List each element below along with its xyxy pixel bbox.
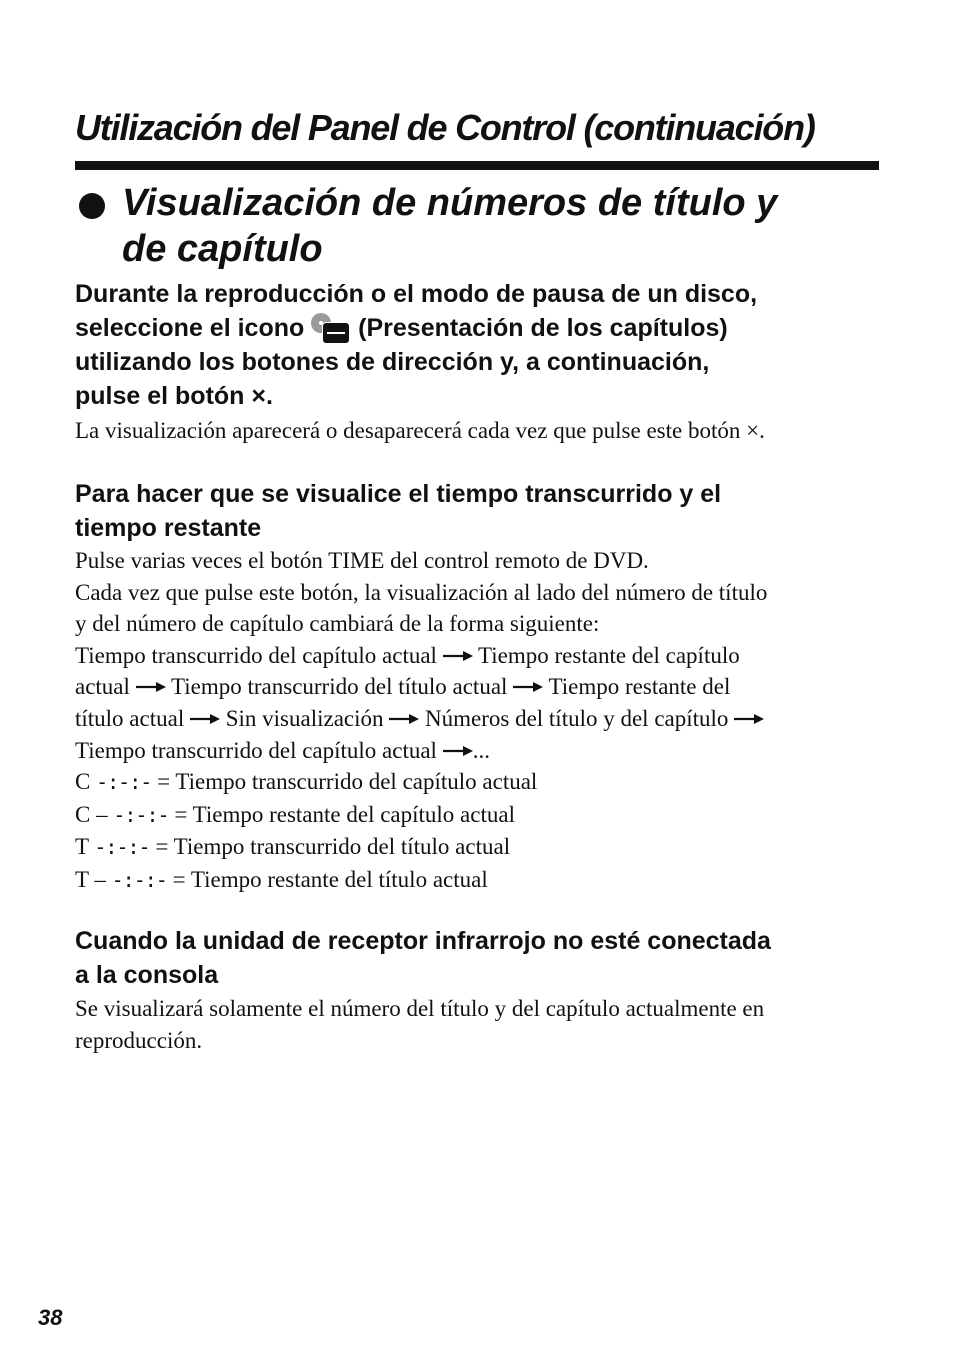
right-arrow-icon xyxy=(734,713,764,725)
sequence-line-3 xyxy=(75,703,881,735)
instruction-line-2-start: seleccione el icono xyxy=(75,314,305,342)
legend-text: = Tiempo transcurrido del título actual xyxy=(149,834,511,860)
right-arrow-icon xyxy=(190,713,220,725)
chapter-display-icon xyxy=(311,313,349,343)
elapsed-heading-line-2: tiempo restante xyxy=(75,514,262,542)
instruction-line-2 xyxy=(75,311,881,345)
legend-prefix: C xyxy=(75,769,97,795)
legend-text: = Tiempo restante del capítulo actual xyxy=(168,801,515,827)
instruction-line-4: pulse el botón ×. xyxy=(75,382,273,410)
infrared-heading-line-2: a la consola xyxy=(75,961,219,989)
instruction-line-3: utilizando los botones de dirección y, a continuación, xyxy=(75,348,710,376)
legend-text: = Tiempo restante del título actual xyxy=(166,866,488,892)
bullet-icon xyxy=(79,193,105,219)
infrared-heading xyxy=(75,924,881,992)
sequence-item: Sin visualización xyxy=(225,705,384,731)
right-arrow-icon xyxy=(389,713,419,725)
sequence-item: actual xyxy=(75,674,130,700)
sequence-item: Tiempo transcurrido del capítulo actual xyxy=(75,642,437,668)
legend-time-code: -:-:- xyxy=(96,770,152,795)
sequence-line-1 xyxy=(75,640,881,672)
infrared-body-line-2: reproducción. xyxy=(75,1027,203,1053)
section-title-line-2: de capítulo xyxy=(122,228,323,270)
sequence-line-2 xyxy=(75,671,881,703)
elapsed-paragraph-1: Pulse varias veces el botón TIME del control remoto de DVD. xyxy=(75,548,649,573)
infrared-body-line-1: Se visualizará solamente el número del título y del capítulo actualmente en xyxy=(75,996,765,1021)
legend-text: = Tiempo transcurrido del capítulo actual xyxy=(151,769,538,795)
sequence-line-4 xyxy=(75,735,881,767)
elapsed-paragraph-2-line-1: Cada vez que pulse este botón, la visualización al lado del número de título xyxy=(75,579,768,605)
infrared-heading-line-1: Cuando la unidad de receptor infrarrojo no esté conectada xyxy=(75,927,771,955)
right-arrow-icon xyxy=(136,681,166,693)
elapsed-paragraph-2-line-2: y del número de capítulo cambiará de la forma siguiente: xyxy=(75,611,600,637)
legend-prefix: C – xyxy=(75,801,114,827)
sequence-item: Números del título y del capítulo xyxy=(425,705,729,731)
sequence-item: título actual xyxy=(75,705,185,731)
legend-row xyxy=(75,799,881,832)
legend-prefix: T xyxy=(75,834,95,860)
legend-prefix: T – xyxy=(75,866,112,892)
sequence-item: Tiempo transcurrido del título actual xyxy=(171,674,508,700)
header-rule xyxy=(75,161,879,170)
sequence-ellipsis: ... xyxy=(472,737,490,763)
chapter-folder-icon xyxy=(322,322,350,344)
right-arrow-icon xyxy=(513,681,543,693)
instruction-block xyxy=(75,277,881,413)
right-arrow-icon xyxy=(443,650,473,662)
legend-time-code: -:-:- xyxy=(94,835,150,860)
sequence-item: Tiempo restante del capítulo xyxy=(478,642,740,668)
page-number: 38 xyxy=(38,1305,63,1330)
instruction-note-text: La visualización aparecerá o desaparecerá cada vez que pulse este botón ×. xyxy=(75,418,765,443)
legend-time-code: -:-:- xyxy=(113,802,169,827)
legend-row xyxy=(75,766,881,799)
elapsed-time-body xyxy=(75,545,881,897)
section-title-line-1: Visualización de números de título y xyxy=(122,182,778,224)
elapsed-heading-line-1: Para hacer que se visualice el tiempo transcurrido y el xyxy=(75,480,722,508)
running-head: Utilización del Panel de Control (continuación) xyxy=(75,107,815,148)
infrared-body xyxy=(75,993,881,1056)
legend-row xyxy=(75,864,881,897)
legend-row xyxy=(75,831,881,864)
instruction-line-2-end: (Presentación de los capítulos) xyxy=(358,314,728,342)
elapsed-time-heading xyxy=(75,477,881,545)
sequence-item: Tiempo restante del xyxy=(548,674,731,700)
instruction-line-1: Durante la reproducción o el modo de pausa de un disco, xyxy=(75,280,758,308)
section-title xyxy=(75,180,881,272)
right-arrow-icon xyxy=(443,745,473,757)
instruction-note xyxy=(75,415,881,447)
legend-time-code: -:-:- xyxy=(111,867,167,892)
sequence-item: Tiempo transcurrido del capítulo actual xyxy=(75,737,437,763)
